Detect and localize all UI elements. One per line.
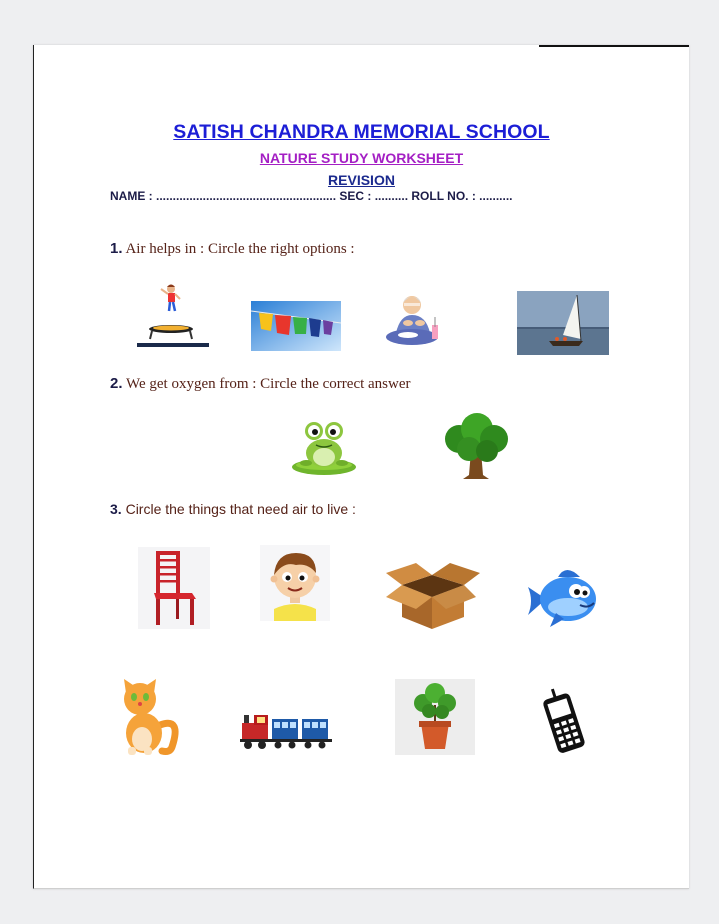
mobile-phone-icon[interactable] (539, 685, 589, 755)
frog-icon[interactable] (282, 415, 366, 477)
worksheet-page (33, 45, 689, 889)
question-2-text: We get oxygen from : Circle the correct answer (126, 376, 411, 392)
top-divider (539, 45, 689, 47)
chair-icon[interactable] (138, 547, 210, 629)
worksheet-subject: NATURE STUDY WORKSHEET (259, 150, 464, 166)
fish-icon[interactable] (524, 563, 602, 633)
tree-icon[interactable] (439, 413, 513, 481)
man-eating-icon[interactable] (382, 293, 448, 355)
trampoline-girl-icon[interactable] (137, 281, 209, 353)
question-1-text: Air helps in : Circle the right options : (125, 241, 355, 257)
boy-icon[interactable] (260, 545, 330, 621)
question-3-number: 3. (110, 501, 122, 517)
question-2 (110, 375, 411, 393)
train-icon[interactable] (240, 709, 334, 751)
question-3-text: Circle the things that need air to live : (125, 501, 356, 517)
sailboat-icon[interactable] (517, 291, 609, 355)
potted-plant-icon[interactable] (395, 679, 475, 755)
box-icon[interactable] (384, 557, 482, 629)
revision-heading: REVISION (328, 172, 395, 188)
cat-icon[interactable] (110, 677, 184, 757)
question-3 (110, 501, 356, 517)
question-1-number: 1. (110, 240, 123, 257)
clothesline-icon[interactable] (251, 301, 341, 351)
question-1 (110, 240, 355, 258)
student-info-line: NAME : ...................................................... SEC : .......... ROLL NO. : .......... (110, 189, 513, 203)
question-2-number: 2. (110, 375, 123, 392)
school-title: SATISH CHANDRA MEMORIAL SCHOOL (173, 121, 550, 143)
